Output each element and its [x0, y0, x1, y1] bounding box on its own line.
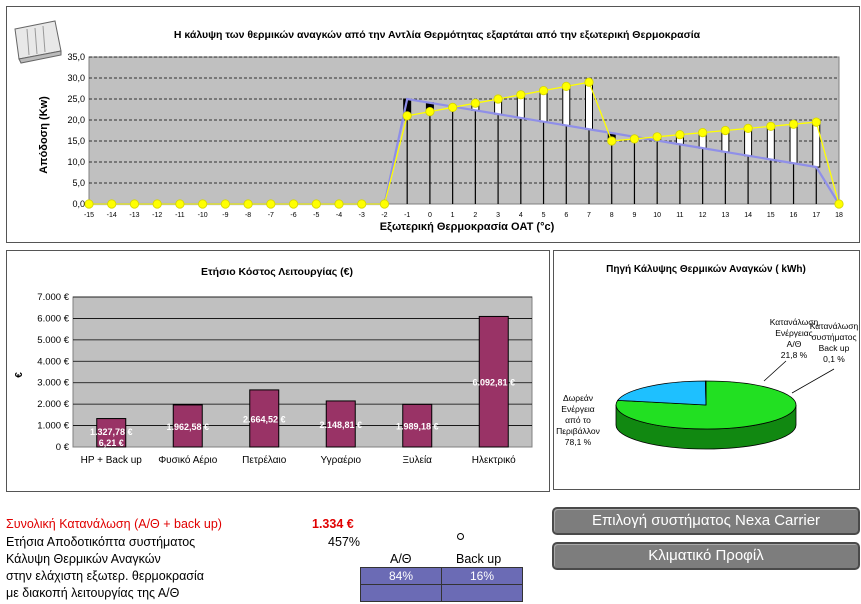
chart1-xtick-label: 14 [744, 212, 752, 219]
pie-data-label: Α/Θ [786, 339, 802, 349]
chart1-xtick-label: 5 [541, 212, 546, 219]
chart2-ytick-label: 3.000 € [37, 377, 69, 389]
chart1-xlabel: Εξωτερική Θερμοκρασία OAT (°c) [379, 221, 555, 233]
chart2-ytick-label: 0 € [55, 442, 69, 453]
heat-pump-icon [15, 21, 61, 63]
chart3-title: Πηγή Κάλυψης Θερμικών Αναγκών ( kWh) [606, 264, 806, 275]
pie-slice [618, 381, 706, 405]
chart1-xtick-label: -2 [381, 212, 388, 219]
chart1-point [403, 112, 411, 120]
chart1-xtick-label: -14 [106, 212, 117, 219]
chart1-ytick-label: 5,0 [72, 178, 85, 188]
chart1-point [767, 122, 775, 130]
chart2-extra-label: 6,21 € [98, 438, 124, 448]
chart1-xtick-label: 17 [812, 212, 821, 219]
chart1-point [198, 200, 206, 208]
min-temp-label: στην ελάχιστη εξωτερ. θερμοκρασία [6, 569, 205, 583]
backup-column-header: Back up [456, 552, 502, 566]
chart1-point [676, 131, 684, 139]
pie-data-label: Περιβάλλον [556, 426, 600, 436]
chart1-title: Η κάλυψη των θερμικών αναγκών από την Αντλία Θερμότητας εξαρτάται από την εξωτερική Θερμοκρασία [173, 29, 701, 41]
chart1-xtick-label: -13 [129, 212, 140, 219]
chart1-point [335, 200, 343, 208]
chart1-point [85, 200, 93, 208]
chart2-data-label: 2.664,52 € [242, 414, 286, 425]
small-circle-marker [457, 533, 464, 540]
hp-percent-cell: 84% [360, 567, 442, 585]
heat-cover-label: Κάλυψη Θερμικών Αναγκών [6, 552, 161, 566]
chart1-point [721, 126, 729, 134]
chart1-xtick-label: 10 [653, 212, 662, 219]
chart1-point [289, 200, 297, 208]
chart2-category-label: Ηλεκτρικό [471, 455, 516, 466]
chart1-updown-bar [790, 124, 797, 163]
nexa-carrier-selection-button[interactable]: Επιλογή συστήματος Nexa Carrier [552, 507, 860, 535]
chart1-xtick-label: 15 [766, 212, 775, 219]
pie-data-label: Δωρεάν [562, 393, 594, 403]
chart1-updown-bar [540, 91, 547, 122]
chart2-data-label: 6.092,81 € [472, 377, 516, 388]
chart1-xtick-label: 18 [835, 212, 843, 219]
chart1-ytick-label: 15,0 [67, 136, 85, 146]
chart1-point [221, 200, 229, 208]
pie-slice [705, 381, 706, 405]
chart2-plot-area [73, 297, 532, 447]
chart1-xtick-label: 9 [632, 212, 637, 219]
chart1-point [585, 78, 593, 86]
chart1-xtick-label: 3 [496, 212, 501, 219]
chart1-ytick-label: 30,0 [67, 73, 85, 83]
chart1-point [358, 200, 366, 208]
chart2-category-label: Φυσικό Αέριο [158, 455, 218, 466]
chart1-xtick-label: 8 [609, 212, 614, 219]
chart1-xtick-label: -9 [222, 212, 229, 219]
chart1-xtick-label: -3 [358, 212, 365, 219]
chart1-xtick-label: 13 [721, 212, 730, 219]
pie-data-label: Ενέργειας [775, 328, 813, 338]
pie-data-label: 78,1 % [564, 437, 592, 447]
chart1-point [835, 200, 843, 208]
pie-data-label: Κατανάλωση [769, 317, 819, 327]
chart2-ylabel: € [14, 372, 25, 378]
hp-column-header: Α/Θ [390, 552, 412, 566]
chart2-data-label: 1.327,78 € [89, 427, 133, 437]
total-consumption-value: 1.334 € [312, 517, 354, 531]
chart1-xtick-label: 4 [518, 212, 523, 219]
chart2-ytick-label: 1.000 € [37, 420, 69, 432]
pie-data-label: Κατανάλωση [809, 321, 859, 331]
chart1-point [517, 91, 525, 99]
chart1-point [130, 200, 138, 208]
chart2-ytick-label: 6.000 € [37, 313, 69, 325]
chart2-data-label: 2.148,81 € [319, 419, 363, 430]
annual-efficiency-label: Ετήσια Αποδοτικόπτα συστήματος [6, 535, 196, 549]
chart1-ylabel: Απόδοση (Kw) [38, 96, 50, 174]
stop-operation-label: με διακοπή λειτουργίας της Α/Θ [6, 586, 180, 600]
heat-source-pie-chart [554, 251, 859, 489]
climate-profile-button[interactable]: Κλιματικό Προφίλ [552, 542, 860, 570]
pie-leader-line [792, 369, 834, 393]
chart1-xtick-label: -10 [197, 212, 208, 219]
pie-data-label: Ενέργεια [561, 404, 595, 414]
chart1-point [108, 200, 116, 208]
chart2-data-label: 1.989,18 € [395, 421, 439, 432]
chart1-point [494, 95, 502, 103]
chart1-xtick-label: 11 [676, 212, 684, 219]
heat-source-panel [553, 250, 860, 490]
chart1-point [426, 107, 434, 115]
chart1-updown-bar [563, 86, 570, 125]
chart1-xtick-label: -11 [175, 212, 185, 219]
chart1-xtick-label: -7 [267, 212, 274, 219]
heat-pump-performance-chart [7, 7, 859, 242]
chart1-point [608, 137, 616, 145]
pie-data-label: 21,8 % [780, 350, 808, 360]
chart2-title: Ετήσιο Κόστος Λειτουργίας (€) [200, 266, 354, 278]
chart1-point [471, 99, 479, 107]
chart1-xtick-label: 6 [564, 212, 569, 219]
chart1-xtick-label: 0 [427, 212, 432, 219]
chart1-xtick-label: -6 [290, 212, 297, 219]
pie-data-label: Back up [818, 343, 850, 353]
chart1-ytick-label: 10,0 [67, 157, 85, 167]
chart1-xtick-label: 2 [473, 212, 478, 219]
annual-efficiency-value: 457% [328, 535, 360, 549]
chart1-ytick-label: 25,0 [67, 94, 85, 104]
pie-data-label: από το [565, 415, 591, 425]
chart2-ytick-label: 2.000 € [37, 399, 69, 411]
chart1-xtick-label: -1 [404, 212, 411, 219]
chart2-data-label: 1.962,58 € [166, 421, 210, 432]
chart1-ytick-label: 35,0 [67, 52, 85, 62]
chart1-xtick-label: -12 [152, 212, 163, 219]
chart1-xtick-label: -4 [335, 212, 343, 219]
chart1-point [153, 200, 161, 208]
chart2-ytick-label: 4.000 € [37, 356, 69, 368]
pie-data-label: συστήματος [811, 332, 857, 342]
annual-cost-chart [7, 251, 549, 491]
chart1-xtick-label: 1 [450, 212, 455, 219]
chart1-point [653, 133, 661, 141]
chart1-point [630, 135, 638, 143]
chart1-point [267, 200, 275, 208]
chart1-point [539, 86, 547, 94]
chart1-updown-bar [767, 126, 774, 159]
pie-data-label: 0,1 % [823, 354, 845, 364]
chart1-xtick-label: -5 [313, 212, 320, 219]
chart1-xtick-label: 12 [698, 212, 707, 219]
chart2-category-label: HP + Back up [80, 455, 142, 466]
chart2-category-label: Ξυλεία [402, 455, 432, 466]
chart1-xtick-label: -8 [244, 212, 252, 219]
pie-leader-line [764, 361, 786, 381]
heat-pump-performance-panel [6, 6, 860, 243]
chart1-point [448, 103, 456, 111]
total-consumption-label: Συνολική Κατανάλωση (Α/Θ + back up) [6, 517, 222, 531]
chart2-ytick-label: 5.000 € [37, 334, 69, 346]
chart1-ytick-label: 20,0 [67, 115, 85, 125]
chart1-ytick-label: 0,0 [72, 199, 85, 209]
chart1-point [812, 118, 820, 126]
chart2-category-label: Πετρέλαιο [242, 455, 287, 466]
chart1-point [698, 128, 706, 136]
chart2-ytick-label: 7.000 € [37, 292, 69, 303]
backup-percent-cell: 16% [441, 567, 523, 585]
chart1-point [380, 200, 388, 208]
chart2-category-label: Υγραέριο [320, 455, 362, 466]
chart1-point [176, 200, 184, 208]
backup-stop-cell [441, 584, 523, 602]
chart1-xtick-label: -15 [83, 212, 95, 219]
chart1-point [312, 200, 320, 208]
chart1-xtick-label: 16 [789, 212, 798, 219]
chart1-xtick-label: 7 [587, 212, 591, 219]
hp-stop-cell [360, 584, 442, 602]
chart1-point [244, 200, 252, 208]
chart1-point [562, 82, 570, 90]
chart1-point [744, 124, 752, 132]
chart1-point [789, 120, 797, 128]
annual-cost-panel [6, 250, 550, 492]
